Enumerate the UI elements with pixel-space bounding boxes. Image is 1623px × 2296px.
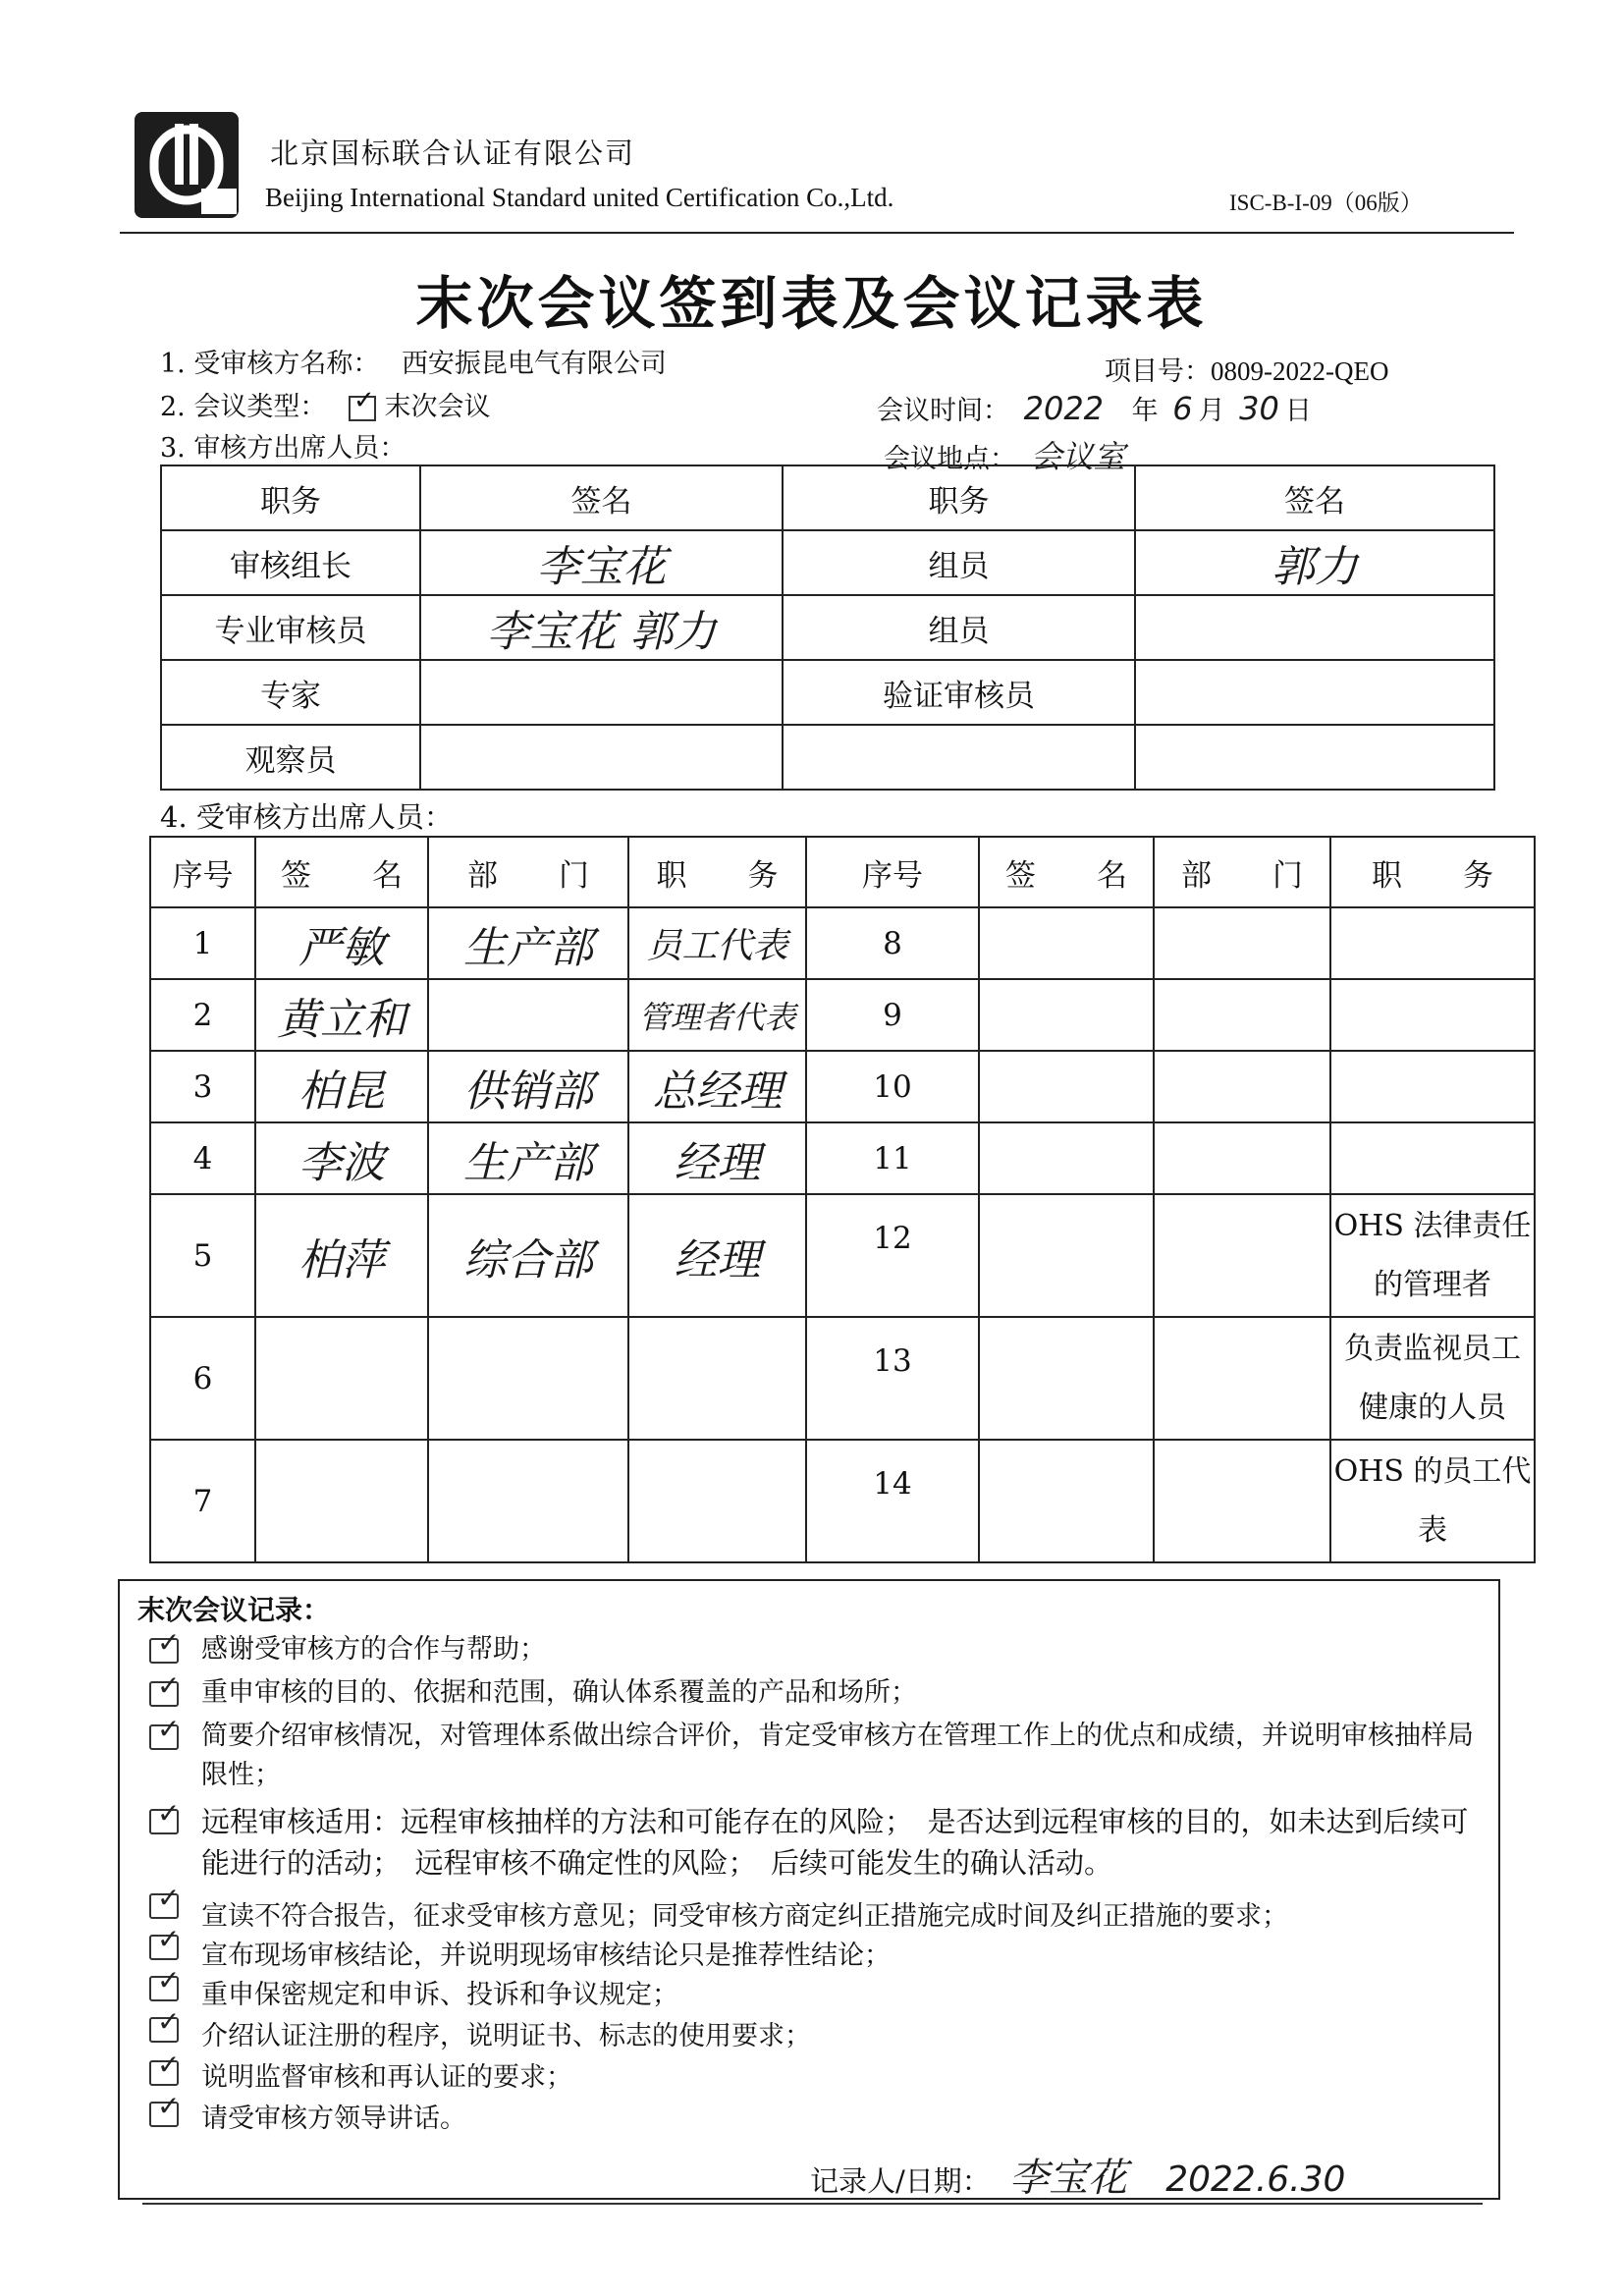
recorder-row xyxy=(810,2147,1345,2203)
meeting-time-label: 会议时间： xyxy=(877,396,1009,426)
table-row xyxy=(150,1051,1535,1122)
table-row xyxy=(150,1122,1535,1194)
auditor-role: 观察员 xyxy=(161,725,420,790)
project-number-row xyxy=(1105,350,1388,388)
post-text: 经理 xyxy=(674,1234,761,1285)
attendee-post xyxy=(1330,1051,1535,1122)
header-sign: 签 名 xyxy=(255,837,428,907)
attendee-signature xyxy=(979,1194,1154,1317)
attendee-signature xyxy=(255,1317,428,1440)
checkbox-item-10[interactable] xyxy=(149,2102,179,2127)
post-text: 管理者代表 xyxy=(638,998,796,1036)
attendee-signature xyxy=(979,1051,1154,1122)
meeting-type-value: 末次会议 xyxy=(384,392,491,422)
row-no: 3 xyxy=(150,1051,255,1122)
attendee-post: OHS 的员工代表 xyxy=(1330,1440,1535,1562)
header-dept: 部 门 xyxy=(1154,837,1330,907)
auditor-role: 审核组长 xyxy=(161,530,420,595)
attendee-post xyxy=(628,907,806,979)
auditee-table xyxy=(149,836,1536,1563)
signature-text: 李宝花 xyxy=(536,542,667,592)
dept-text: 生产部 xyxy=(463,922,593,973)
signature-text: 黄立和 xyxy=(277,994,406,1045)
dept-text: 生产部 xyxy=(463,1137,593,1188)
attendee-dept xyxy=(1154,907,1330,979)
attendee-post xyxy=(628,1440,806,1562)
table-row xyxy=(150,979,1535,1051)
attendee-signature xyxy=(979,979,1154,1051)
meeting-type-checkbox[interactable]: ✓ xyxy=(349,396,376,421)
attendee-signature xyxy=(979,907,1154,979)
auditor-role xyxy=(783,725,1135,790)
attendee-post xyxy=(628,979,806,1051)
header-divider xyxy=(120,232,1514,234)
attendee-post xyxy=(1330,979,1535,1051)
dept-text: 综合部 xyxy=(463,1234,593,1285)
attendee-signature xyxy=(979,1317,1154,1440)
attendee-post: OHS 法律责任的管理者 xyxy=(1330,1194,1535,1317)
location-label: 会议地点： xyxy=(884,444,1016,474)
signature-text: 柏萍 xyxy=(298,1234,385,1285)
checkbox-item-6[interactable] xyxy=(149,1935,179,1960)
row-no: 8 xyxy=(806,907,979,979)
attendee-signature xyxy=(255,1440,428,1562)
attendee-dept xyxy=(428,1051,628,1122)
header-no: 序号 xyxy=(150,837,255,907)
auditor-signature xyxy=(420,660,783,725)
attendee-dept xyxy=(1154,1440,1330,1562)
record-date: 2022.6.30 xyxy=(1165,2159,1346,2200)
header-sign: 签 名 xyxy=(979,837,1154,907)
row-no: 14 xyxy=(806,1440,979,1562)
attendee-post xyxy=(1330,1122,1535,1194)
recorder-signature: 李宝花 xyxy=(1009,2156,1127,2201)
table-row xyxy=(150,907,1535,979)
checkbox-item-9[interactable] xyxy=(149,2060,179,2086)
record-item: 说明监督审核和再认证的要求； xyxy=(201,2062,572,2093)
header-dept: 部 门 xyxy=(428,837,628,907)
header-sign: 签名 xyxy=(1135,465,1494,530)
auditor-role: 组员 xyxy=(783,530,1135,595)
header-post: 职 务 xyxy=(1330,837,1535,907)
dept-text: 供销部 xyxy=(463,1066,593,1117)
auditor-signature xyxy=(1135,530,1494,595)
day-label: 日 xyxy=(1284,396,1312,426)
auditor-role: 专业审核员 xyxy=(161,595,420,660)
attendee-dept xyxy=(428,907,628,979)
record-item: 远程审核适用：远程审核抽样的方法和可能存在的风险； 是否达到远程审核的目的，如未达到后续可能进行的活动； 远程审核不确定性的风险； 后续可能发生的确认活动。 xyxy=(201,1805,1469,1880)
checkbox-item-2[interactable] xyxy=(149,1681,179,1707)
attendee-signature xyxy=(255,1122,428,1194)
meeting-type-label: 2. 会议类型： xyxy=(160,392,327,422)
location-value: 会议室 xyxy=(1030,438,1125,475)
recorder-label: 记录人/日期： xyxy=(810,2164,991,2198)
records-title: 末次会议记录： xyxy=(137,1594,331,1626)
auditor-signature xyxy=(1135,595,1494,660)
year-label: 年 xyxy=(1131,396,1159,426)
auditor-signature xyxy=(1135,725,1494,790)
auditor-role: 组员 xyxy=(783,595,1135,660)
month-label: 月 xyxy=(1198,396,1225,426)
signature-text: 柏昆 xyxy=(298,1066,385,1117)
project-number-label: 项目号： xyxy=(1105,356,1211,387)
table-row xyxy=(150,1194,1535,1317)
row-no: 4 xyxy=(150,1122,255,1194)
record-item: 请受审核方领导讲话。 xyxy=(201,2104,466,2134)
auditor-table-header xyxy=(161,465,1494,530)
meeting-month: 6 xyxy=(1172,390,1193,427)
post-text: 员工代表 xyxy=(646,926,788,966)
company-name-cn: 北京国标联合认证有限公司 xyxy=(270,137,636,170)
record-item: 重申审核的目的、依据和范围，确认体系覆盖的产品和场所； xyxy=(201,1677,917,1708)
attendee-post xyxy=(628,1317,806,1440)
record-item: 宣读不符合报告，征求受审核方意见；同受审核方商定纠正措施完成时间及纠正措施的要求； xyxy=(201,1901,1288,1932)
attendee-dept xyxy=(1154,1194,1330,1317)
record-item: 重申保密规定和申诉、投诉和争议规定； xyxy=(201,1980,678,2010)
attendee-dept xyxy=(1154,1122,1330,1194)
attendee-post xyxy=(628,1051,806,1122)
auditee-label: 1. 受审核方名称： xyxy=(160,349,380,379)
checkbox-item-1[interactable] xyxy=(149,1638,179,1664)
attendee-dept xyxy=(428,1194,628,1317)
signature-text: 郭力 xyxy=(1271,542,1358,592)
row-no: 13 xyxy=(806,1317,979,1440)
attendee-dept xyxy=(1154,979,1330,1051)
row-no: 5 xyxy=(150,1194,255,1317)
record-item: 感谢受审核方的合作与帮助； xyxy=(201,1634,546,1665)
table-row xyxy=(150,1440,1535,1562)
auditee-row xyxy=(160,342,667,380)
header-post: 职 务 xyxy=(628,837,806,907)
signature-text: 严敏 xyxy=(298,922,385,973)
auditor-row xyxy=(161,530,1494,595)
attendee-dept xyxy=(1154,1317,1330,1440)
header-no: 序号 xyxy=(806,837,979,907)
post-text: 总经理 xyxy=(652,1066,783,1117)
meeting-year: 2022 xyxy=(1023,390,1105,427)
attendee-dept xyxy=(428,1440,628,1562)
table-row xyxy=(150,1317,1535,1440)
attendee-signature xyxy=(979,1440,1154,1562)
attendee-dept xyxy=(1154,1051,1330,1122)
company-name-en: Beijing International Standard united Certification Co.,Ltd. xyxy=(265,183,894,212)
attendee-signature xyxy=(979,1122,1154,1194)
attendee-dept xyxy=(428,1122,628,1194)
attendee-post xyxy=(628,1122,806,1194)
checkbox-item-7[interactable] xyxy=(149,1976,179,2001)
attendee-dept xyxy=(428,979,628,1051)
auditor-row xyxy=(161,725,1494,790)
auditor-role: 专家 xyxy=(161,660,420,725)
record-item: 介绍认证注册的程序，说明证书、标志的使用要求； xyxy=(201,2021,811,2051)
row-no: 6 xyxy=(150,1317,255,1440)
attendee-post xyxy=(1330,907,1535,979)
checkbox-item-4[interactable] xyxy=(149,1809,179,1834)
header-role: 职务 xyxy=(161,465,420,530)
row-no: 7 xyxy=(150,1440,255,1562)
auditor-signature xyxy=(420,725,783,790)
signature-text: 李宝花 郭力 xyxy=(486,607,717,657)
auditee-table-header xyxy=(150,837,1535,907)
attendee-post xyxy=(628,1194,806,1317)
checkbox-item-5[interactable] xyxy=(149,1893,179,1919)
auditors-label: 3. 审核方出席人员： xyxy=(160,433,406,464)
checkbox-item-3[interactable] xyxy=(149,1724,179,1750)
auditee-name: 西安振昆电气有限公司 xyxy=(401,349,667,379)
signature-text: 李波 xyxy=(298,1137,385,1188)
attendee-dept xyxy=(428,1317,628,1440)
auditor-signature xyxy=(420,595,783,660)
header-role: 职务 xyxy=(783,465,1135,530)
attendee-post: 负责监视员工健康的人员 xyxy=(1330,1317,1535,1440)
page-title: 末次会议签到表及会议记录表 xyxy=(415,270,1208,337)
meeting-time-row xyxy=(877,389,1312,427)
bottom-divider xyxy=(142,2203,1483,2205)
row-no: 2 xyxy=(150,979,255,1051)
row-no: 9 xyxy=(806,979,979,1051)
document-number: ISC-B-I-09（06版） xyxy=(1229,191,1423,215)
record-item: 宣布现场审核结论，并说明现场审核结论只是推荐性结论； xyxy=(201,1941,891,1971)
auditor-signature xyxy=(420,530,783,595)
auditor-row xyxy=(161,660,1494,725)
header-sign: 签名 xyxy=(420,465,783,530)
meeting-day: 30 xyxy=(1239,390,1279,427)
row-no: 12 xyxy=(806,1194,979,1317)
auditor-role: 验证审核员 xyxy=(783,660,1135,725)
attendee-signature xyxy=(255,1051,428,1122)
row-no: 1 xyxy=(150,907,255,979)
attendee-signature xyxy=(255,979,428,1051)
auditor-signature xyxy=(1135,660,1494,725)
project-number: 0809-2022-QEO xyxy=(1211,356,1389,386)
auditor-row xyxy=(161,595,1494,660)
auditee-attendees-label: 4. 受审核方出席人员： xyxy=(160,800,453,834)
row-no: 11 xyxy=(806,1122,979,1194)
record-item: 简要介绍审核情况，对管理体系做出综合评价，肯定受审核方在管理工作上的优点和成绩，并说明审核抽样局限性； xyxy=(201,1721,1474,1790)
checkbox-item-8[interactable] xyxy=(149,2017,179,2043)
row-no: 10 xyxy=(806,1051,979,1122)
meeting-type-row xyxy=(160,385,491,423)
company-logo xyxy=(133,110,241,220)
attendee-signature xyxy=(255,1194,428,1317)
attendee-signature xyxy=(255,907,428,979)
post-text: 经理 xyxy=(674,1137,761,1188)
auditor-table xyxy=(160,465,1495,791)
